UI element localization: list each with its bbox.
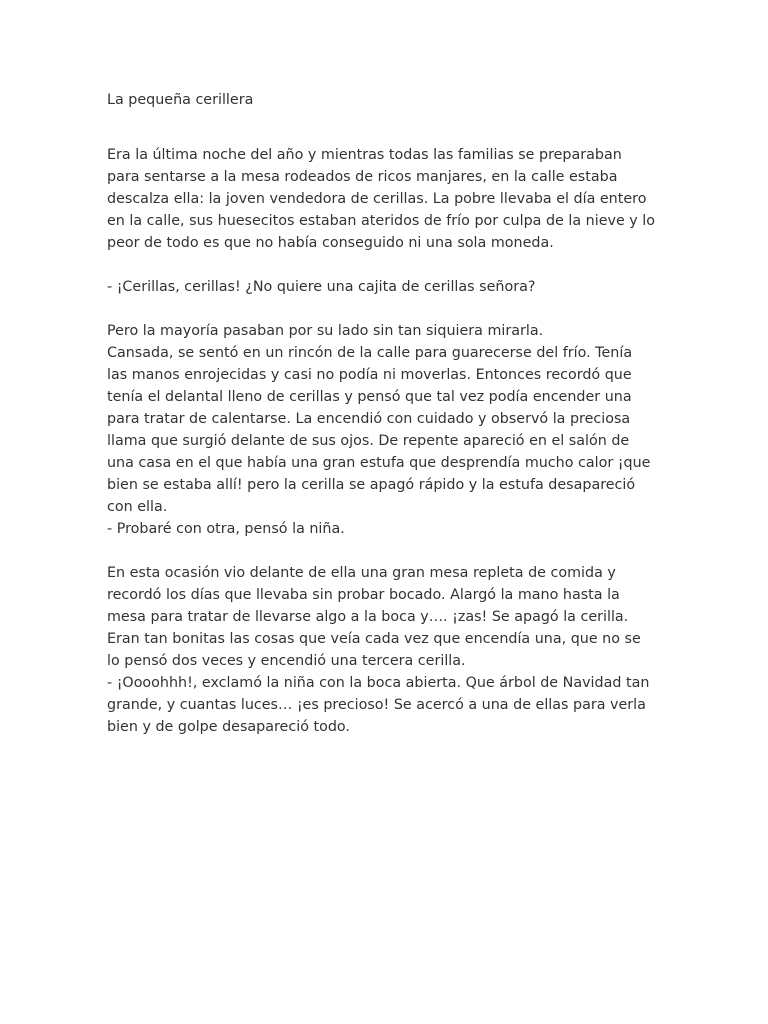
spacer bbox=[107, 540, 667, 562]
paragraph-1 bbox=[107, 144, 667, 254]
document-body bbox=[107, 90, 667, 738]
text-line: grande, y cuantas luces… ¡es precioso! Se acercó a una de ellas para verla bbox=[107, 697, 646, 713]
text-line: descalza ella: la joven vendedora de cerillas. La pobre llevaba el día entero bbox=[107, 191, 647, 207]
text-line: - Probaré con otra, pensó la niña. bbox=[107, 521, 345, 537]
text-line: - ¡Oooohhh!, exclamó la niña con la boca abierta. Que árbol de Navidad tan bbox=[107, 675, 650, 691]
spacer bbox=[107, 111, 667, 144]
text-line: Era la última noche del año y mientras todas las familias se preparaban bbox=[107, 147, 622, 163]
text-line: mesa para tratar de llevarse algo a la boca y…. ¡zas! Se apagó la cerilla. bbox=[107, 609, 629, 625]
document-title: La pequeña cerillera bbox=[107, 92, 254, 108]
text-line: lo pensó dos veces y encendió una tercera cerilla. bbox=[107, 653, 466, 669]
text-line: - ¡Cerillas, cerillas! ¿No quiere una cajita de cerillas señora? bbox=[107, 279, 536, 295]
text-line: Eran tan bonitas las cosas que veía cada vez que encendía una, que no se bbox=[107, 631, 641, 647]
text-line: Pero la mayoría pasaban por su lado sin tan siquiera mirarla. bbox=[107, 323, 544, 339]
spacer bbox=[107, 298, 667, 320]
text-line: para tratar de calentarse. La encendió con cuidado y observó la preciosa bbox=[107, 411, 631, 427]
text-line: una casa en el que había una gran estufa que desprendía mucho calor ¡que bbox=[107, 455, 651, 471]
text-line: En esta ocasión vio delante de ella una gran mesa repleta de comida y bbox=[107, 565, 616, 581]
text-line: bien y de golpe desapareció todo. bbox=[107, 719, 350, 735]
text-line: para sentarse a la mesa rodeados de ricos manjares, en la calle estaba bbox=[107, 169, 618, 185]
text-line: en la calle, sus huesecitos estaban ateridos de frío por culpa de la nieve y lo bbox=[107, 213, 656, 229]
text-line: bien se estaba allí! pero la cerilla se apagó rápido y la estufa desapareció bbox=[107, 477, 636, 493]
text-line: tenía el delantal lleno de cerillas y pensó que tal vez podía encender una bbox=[107, 389, 632, 405]
text-line: con ella. bbox=[107, 499, 168, 515]
text-line: peor de todo es que no había conseguido ni una sola moneda. bbox=[107, 235, 554, 251]
text-line: llama que surgió delante de sus ojos. De repente apareció en el salón de bbox=[107, 433, 630, 449]
paragraph-4 bbox=[107, 562, 667, 738]
text-line: Cansada, se sentó en un rincón de la calle para guarecerse del frío. Tenía bbox=[107, 345, 633, 361]
spacer bbox=[107, 254, 667, 276]
paragraph-2 bbox=[107, 276, 667, 298]
paragraph-3 bbox=[107, 320, 667, 540]
text-line: recordó los días que llevaba sin probar bocado. Alargó la mano hasta la bbox=[107, 587, 620, 603]
text-line: las manos enrojecidas y casi no podía ni moverlas. Entonces recordó que bbox=[107, 367, 632, 383]
